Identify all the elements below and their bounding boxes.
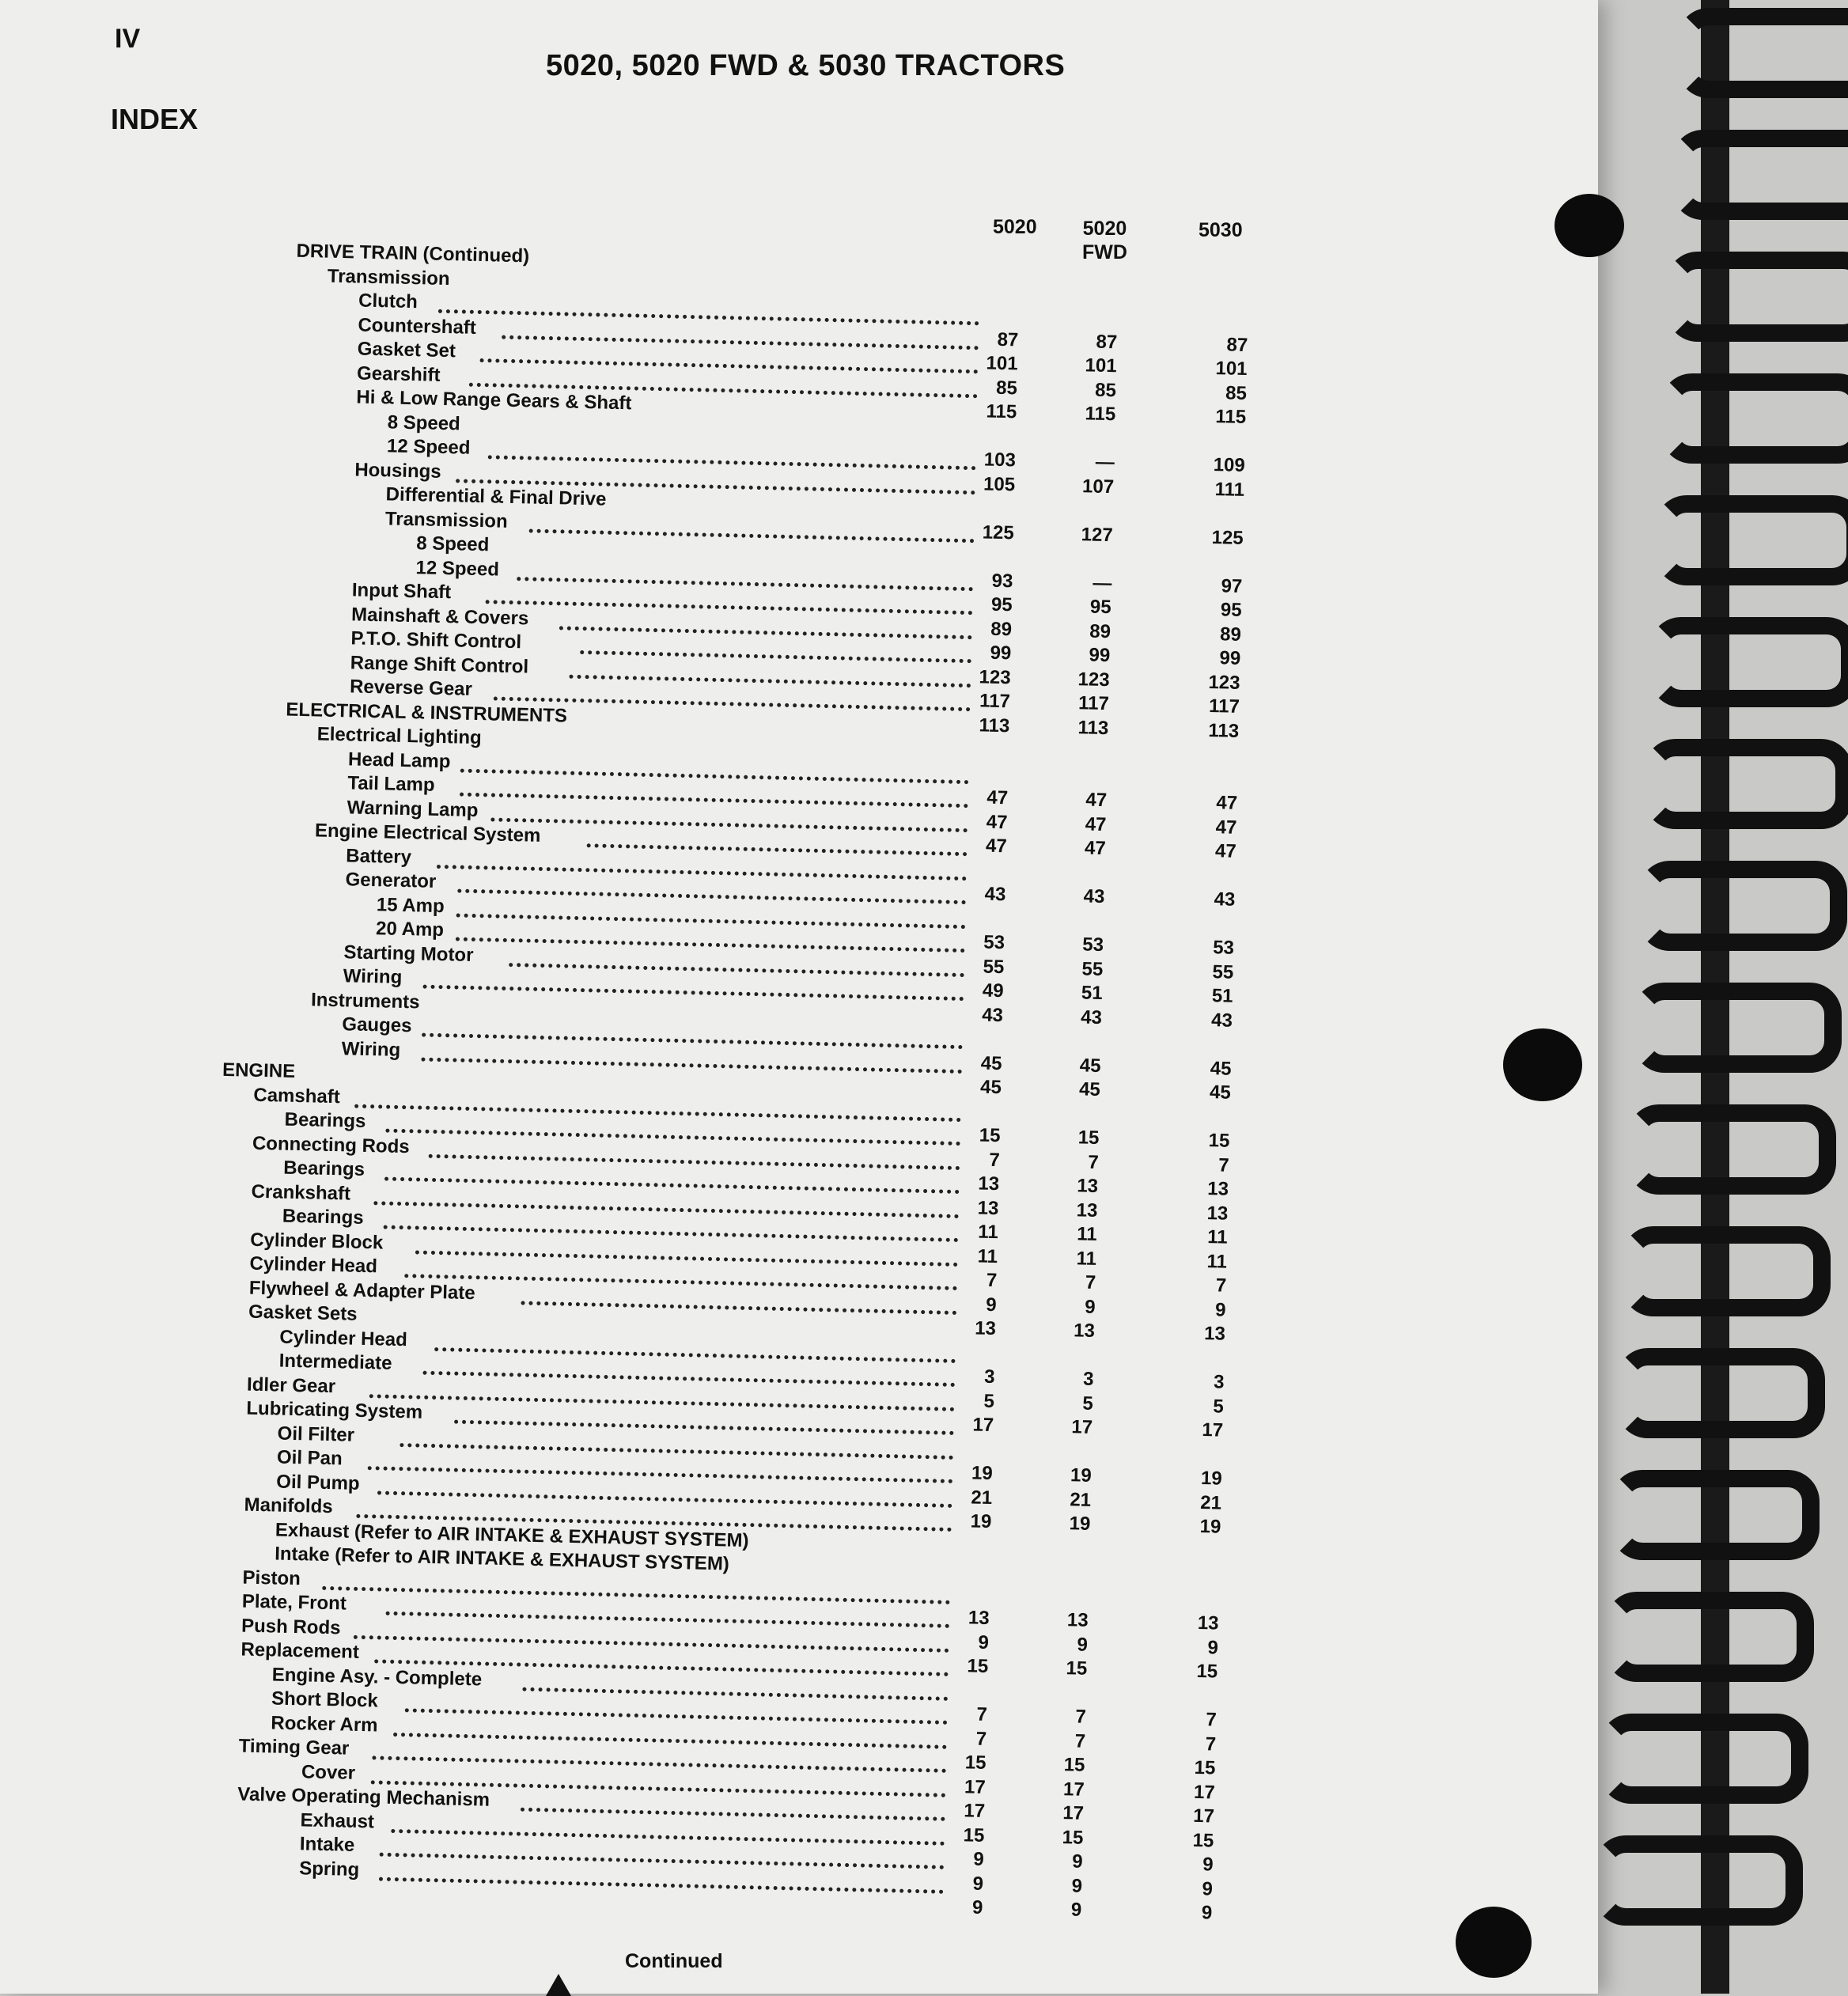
page-ref-5020: 9 <box>972 1873 984 1895</box>
continued-footer: Continued <box>625 1950 723 1972</box>
page-ref-5020: 19 <box>971 1462 994 1485</box>
index-entry-label: DRIVE TRAIN (Continued) <box>296 240 530 267</box>
page-ref-5030: 47 <box>1216 792 1238 814</box>
index-entry-label: Transmission <box>327 265 450 290</box>
index-entry-label: Battery <box>346 844 412 868</box>
index-entry-label: Bearings <box>282 1205 364 1229</box>
page-ref-5020-fwd: 21 <box>1070 1488 1092 1511</box>
page-ref-5030: 15 <box>1194 1756 1216 1779</box>
page-ref-5030: 13 <box>1207 1178 1229 1200</box>
index-entry-label: Valve Operating Mechanism <box>237 1783 490 1811</box>
index-entry-label: Gauges <box>342 1013 412 1037</box>
page-ref-5020-fwd: 17 <box>1071 1416 1093 1438</box>
index-entry-label: Reverse Gear <box>349 676 473 700</box>
page-ref-5030: 117 <box>1208 695 1240 718</box>
page-ref-5030: 47 <box>1215 816 1237 839</box>
page-ref-5020: 95 <box>990 593 1013 616</box>
index-entry-label: Gasket Set <box>357 338 456 362</box>
binding-ring <box>1644 739 1848 829</box>
index-entry-label: Oil Pump <box>276 1471 360 1494</box>
index-entry-label: Instruments <box>310 988 420 1013</box>
page-ref-5030 <box>1164 1588 1220 1589</box>
page-ref-5020: 45 <box>980 1052 1002 1074</box>
page-ref-5020 <box>961 424 1017 426</box>
index-entry-label: Oil Filter <box>277 1422 355 1446</box>
page-ref-5030: 125 <box>1211 526 1244 549</box>
page-ref-5020 <box>964 279 1020 281</box>
punch-hole <box>1456 1907 1532 1978</box>
page-ref-5030: 7 <box>1206 1709 1217 1731</box>
page-ref-5030: 9 <box>1202 1854 1214 1876</box>
page-ref-5030 <box>1189 502 1244 503</box>
page-ref-5030: 7 <box>1215 1274 1227 1297</box>
page-ref-5020-fwd: 9 <box>1070 1899 1082 1921</box>
page-ref-5020-fwd <box>1037 1440 1093 1441</box>
index-entry-label: Connecting Rods <box>252 1132 410 1157</box>
page-ref-5030: 51 <box>1211 985 1233 1007</box>
page-ref-5020-fwd <box>1058 499 1114 501</box>
page-ref-5020-fwd: 55 <box>1081 957 1104 980</box>
index-entry-label: Gearshift <box>356 362 441 386</box>
binding-ring <box>1649 617 1848 707</box>
page-ref-5020-fwd: 15 <box>1062 1826 1084 1849</box>
page-ref-5030: 101 <box>1215 358 1248 381</box>
index-entry-label: Push Rods <box>240 1615 341 1638</box>
index-entry-label: Countershaft <box>358 313 477 339</box>
page-ref-5020-fwd: 19 <box>1069 1513 1091 1535</box>
index-entry-label: Mainshaft & Covers <box>350 603 529 629</box>
page-ref-5020: 9 <box>978 1631 990 1653</box>
page-ref-5020: 17 <box>964 1800 986 1822</box>
page-ref-5020: 17 <box>972 1414 994 1437</box>
index-entry-label: Intake <box>299 1833 355 1856</box>
page-ref-5020: 125 <box>982 521 1015 544</box>
binding-ring <box>1672 130 1848 220</box>
page-ref-5020: 21 <box>971 1486 993 1509</box>
index-entry-label: 8 Speed <box>387 411 461 434</box>
page-ref-5030 <box>1168 1443 1223 1445</box>
page-ref-5020 <box>960 497 1015 498</box>
page-ref-5030 <box>1177 1032 1233 1034</box>
page-ref-5030: 7 <box>1205 1733 1217 1755</box>
index-entry-label: Exhaust (Refer to AIR INTAKE & EXHAUST SYSTEM) <box>275 1519 749 1551</box>
index-entry-label: 20 Amp <box>375 918 445 941</box>
page-ref-5030: 21 <box>1200 1491 1222 1514</box>
index-entry-label: Cylinder Block <box>249 1229 384 1254</box>
page-ref-5020-fwd <box>1057 547 1112 549</box>
page-ref-5020: 9 <box>985 1293 997 1316</box>
page-ref-5030 <box>1195 260 1250 262</box>
index-entry-label: Housings <box>354 458 442 483</box>
page-ref-5020-fwd: 15 <box>1077 1127 1100 1149</box>
index-entry-label: P.T.O. Shift Control <box>350 627 522 653</box>
page-ref-5030: 45 <box>1209 1081 1232 1104</box>
page-ref-5020-fwd: 13 <box>1066 1609 1089 1631</box>
page-ref-5020-fwd: 9 <box>1072 1850 1083 1873</box>
page-ref-5020-fwd: 87 <box>1096 331 1118 353</box>
punch-hole <box>1555 194 1624 257</box>
column-header-5020-fwd-line1: 5020 <box>1082 218 1127 240</box>
page-ref-5030: 9 <box>1214 1298 1226 1321</box>
index-entry-label: Crankshaft <box>251 1180 351 1205</box>
page-ref-5030: 13 <box>1206 1202 1229 1225</box>
page-ref-5030: 113 <box>1208 719 1240 742</box>
page-ref-5030: 7 <box>1218 1153 1230 1176</box>
page-ref-5020: 113 <box>979 714 1010 737</box>
page-ref-5030: 3 <box>1213 1371 1225 1393</box>
page-ref-5030: 15 <box>1192 1829 1214 1852</box>
index-entry-label: Tail Lamp <box>347 772 435 796</box>
index-entry-label: Engine Electrical System <box>314 820 541 847</box>
binding-ring <box>1600 1714 1808 1804</box>
page-ref-5030: 53 <box>1212 937 1235 959</box>
index-entry-label: Input Shaft <box>351 579 452 604</box>
column-header-5030-text: 5030 <box>1199 219 1243 241</box>
page-ref-5020-fwd <box>1047 1029 1102 1031</box>
page-ref-5020: 7 <box>976 1703 988 1725</box>
page-ref-5020: 45 <box>979 1076 1002 1099</box>
binding-ring <box>1655 495 1848 585</box>
index-entry-label: Bearings <box>283 1157 365 1180</box>
page-ref-5020-fwd <box>1063 282 1119 283</box>
page-ref-5020-fwd <box>1050 861 1105 862</box>
binding-ring <box>1605 1592 1814 1682</box>
binding-ring <box>1594 1835 1803 1926</box>
page-ref-5020 <box>936 1534 991 1536</box>
page-ref-5020: 7 <box>989 1149 1001 1171</box>
page-ref-5030: 17 <box>1193 1781 1216 1804</box>
index-entry-label: Electrical Lighting <box>316 723 483 749</box>
page-ref-5020: 13 <box>978 1172 1000 1195</box>
index-entry-label: 12 Speed <box>386 435 471 459</box>
page-ref-5030: 17 <box>1193 1805 1215 1827</box>
page-ref-5020: 43 <box>984 883 1006 906</box>
index-entry-label: Bearings <box>284 1108 366 1132</box>
binding-ring <box>1666 252 1848 342</box>
page-ref-5020-fwd <box>1032 1681 1087 1683</box>
page-ref-5030: 11 <box>1206 1226 1228 1248</box>
page-ref-5020-fwd: 43 <box>1080 1006 1103 1028</box>
page-ref-5030: 115 <box>1215 406 1247 428</box>
page-ref-5020-fwd: 15 <box>1066 1657 1088 1680</box>
page-ref-5020-fwd: 7 <box>1085 1271 1096 1293</box>
index-entry-label: Flywheel & Adapter Plate <box>248 1277 475 1304</box>
page-ref-5020: 9 <box>971 1896 983 1918</box>
page-ref-5020-fwd <box>1053 740 1108 742</box>
page-ref-5020-fwd: 117 <box>1077 692 1110 715</box>
index-entry-label: Hi & Low Range Gears & Shaft <box>356 386 632 415</box>
index-entry-label: Gasket Sets <box>248 1301 358 1325</box>
page-ref-5030: 95 <box>1220 599 1242 621</box>
column-header-5020-text: 5020 <box>993 216 1037 238</box>
triangle-mark-icon <box>546 1974 571 1996</box>
index-entry-label: Replacement <box>240 1638 360 1663</box>
page-ref-5020-fwd: 5 <box>1082 1392 1094 1415</box>
index-entry-label: Engine Asy. - Complete <box>271 1663 483 1690</box>
page-ref-5030: 19 <box>1200 1468 1223 1490</box>
page-ref-5020-fwd: 19 <box>1070 1464 1093 1487</box>
index-entry-label: Generator <box>345 869 437 892</box>
page-ref-5020-fwd: 115 <box>1085 403 1116 426</box>
index-entry-label: ELECTRICAL & INSTRUMENTS <box>286 699 568 727</box>
page-ref-5020-fwd: 13 <box>1077 1175 1099 1197</box>
page-title: 5020, 5020 FWD & 5030 TRACTORS <box>546 49 1066 82</box>
page-ref-5020-fwd <box>1049 909 1104 911</box>
page-ref-5030: 99 <box>1219 647 1241 669</box>
page-ref-5020: 101 <box>986 352 1018 375</box>
page-ref-5020-fwd: 53 <box>1081 934 1104 956</box>
page-ref-5020 <box>935 1558 990 1559</box>
page-ref-5020: 11 <box>977 1245 998 1267</box>
index-entry-label: Range Shift Control <box>350 651 529 677</box>
page-ref-5020: 47 <box>985 835 1008 858</box>
page-ref-5030: 43 <box>1210 1009 1233 1032</box>
page-ref-5030 <box>1165 1540 1221 1541</box>
page-ref-5020: 47 <box>986 786 1009 809</box>
page-ref-5020-fwd: 123 <box>1077 668 1110 691</box>
index-entry-label: Wiring <box>343 965 403 988</box>
punch-hole <box>1503 1028 1582 1101</box>
page-ref-5030: 17 <box>1202 1419 1224 1441</box>
page-ref-5020-fwd: 9 <box>1071 1874 1083 1897</box>
page-ref-5020: 53 <box>983 931 1005 954</box>
page-ref-5030: 5 <box>1213 1395 1225 1418</box>
page-ref-5020: 19 <box>970 1510 992 1533</box>
index-entry-label: Clutch <box>358 290 418 313</box>
page-ref-5020: 5 <box>983 1390 995 1412</box>
page-ref-5020: 99 <box>990 642 1012 665</box>
page-ref-5020-fwd <box>1062 306 1118 308</box>
page-ref-5020-fwd <box>1064 258 1119 259</box>
index-entry-label: 8 Speed <box>415 532 490 556</box>
index-entry-label: Cylinder Head <box>279 1326 408 1350</box>
page-ref-5020-fwd: 43 <box>1083 885 1105 908</box>
binding-ring <box>1633 983 1842 1073</box>
page-ref-5020: 15 <box>979 1124 1001 1147</box>
binding-ring <box>1611 1470 1820 1560</box>
page-ref-5020-fwd: 17 <box>1062 1802 1085 1824</box>
index-entry-label: Oil Pan <box>276 1446 343 1470</box>
page-ref-5020: 15 <box>963 1824 985 1846</box>
index-entry-label: Cylinder Head <box>249 1252 378 1278</box>
page-ref-5030: 55 <box>1212 960 1234 983</box>
page-ref-5020 <box>965 256 1021 257</box>
page-ref-5030: 85 <box>1225 381 1248 404</box>
page-ref-5020: 11 <box>978 1221 999 1244</box>
page-ref-5030: 45 <box>1210 1057 1232 1080</box>
page-ref-5030 <box>1164 1563 1220 1565</box>
page-ref-5020-fwd: 101 <box>1085 354 1117 377</box>
page-ref-5020-fwd <box>1034 1585 1089 1586</box>
index-entry-label: Cover <box>301 1760 356 1784</box>
page-ref-5030 <box>1187 550 1243 551</box>
page-ref-5030: 97 <box>1221 574 1243 597</box>
page-ref-5020: 123 <box>979 665 1011 688</box>
index-entry-label: 12 Speed <box>415 556 500 581</box>
page-ref-5030 <box>1170 1346 1225 1348</box>
page-ref-5020: 7 <box>986 1269 998 1292</box>
page-ref-5020-fwd: 95 <box>1089 596 1111 619</box>
page-ref-5020-fwd: 45 <box>1079 1054 1101 1077</box>
page-ref-5030 <box>1191 430 1246 431</box>
index-entry-label: Exhaust <box>300 1809 375 1832</box>
page-ref-5020-fwd: 17 <box>1062 1778 1085 1801</box>
page-ref-5020: 3 <box>983 1365 995 1388</box>
page-ref-5030: 13 <box>1197 1612 1219 1634</box>
page-ref-5020: 15 <box>967 1655 989 1677</box>
page-ref-5020-fwd: 7 <box>1074 1730 1086 1752</box>
page-ref-5020: 49 <box>982 979 1004 1002</box>
page-ref-5020-fwd: 47 <box>1085 789 1108 812</box>
page-ref-5020-fwd: 9 <box>1077 1634 1089 1656</box>
binding-ring <box>1616 1348 1825 1438</box>
page-ref-5020 <box>954 738 1009 740</box>
page-ref-5030: 19 <box>1199 1516 1221 1538</box>
page-ref-5020-fwd: 113 <box>1077 716 1109 739</box>
page-ref-5030: 47 <box>1214 840 1237 862</box>
page-ref-5020-fwd <box>1060 426 1115 428</box>
page-ref-5020: 115 <box>986 400 1017 423</box>
binding-ring <box>1638 861 1847 951</box>
page-ref-5020-fwd <box>1044 1102 1100 1104</box>
page-ref-5020-fwd: 107 <box>1081 475 1115 498</box>
page-ref-5020: 47 <box>986 811 1008 833</box>
index-entry-label: ENGINE <box>222 1059 296 1082</box>
page-ref-5020: 17 <box>964 1775 986 1798</box>
page-ref-5020-fwd <box>1040 1343 1095 1345</box>
index-entry-label: Warning Lamp <box>346 796 479 821</box>
binding-ring <box>1677 8 1848 98</box>
page-ref-5030: 11 <box>1206 1250 1228 1273</box>
index-entry-label: Lubricating System <box>246 1397 423 1423</box>
index-entry-label: Starting Motor <box>343 941 474 966</box>
page-ref-5020: 13 <box>977 1197 999 1219</box>
binding-ring <box>1622 1226 1831 1316</box>
page-ref-5020-fwd: 13 <box>1076 1199 1098 1221</box>
index-entry-label: Intermediate <box>278 1350 392 1374</box>
page-ref-5020-fwd: 3 <box>1082 1368 1094 1390</box>
page-ref-5020-fwd <box>1035 1536 1090 1538</box>
page-ref-5030 <box>1183 743 1239 744</box>
page-ref-5030 <box>1193 309 1248 310</box>
page-ref-5030: 9 <box>1201 1902 1213 1924</box>
page-ref-5020-fwd: 15 <box>1063 1754 1085 1776</box>
page-ref-5020: 9 <box>973 1848 985 1870</box>
page-ref-5030: 109 <box>1213 454 1246 476</box>
page-ref-5020-fwd: 9 <box>1084 1296 1096 1318</box>
page-ref-5030: 9 <box>1202 1877 1214 1900</box>
page-ref-5020-fwd: 11 <box>1076 1247 1097 1270</box>
page-ref-5020-fwd: 47 <box>1085 813 1107 835</box>
page-ref-5030: 15 <box>1208 1130 1230 1152</box>
index-entry-label: Differential & Final Drive <box>385 483 607 510</box>
page-ref-5030 <box>1183 767 1238 769</box>
page-ref-5020-fwd: 51 <box>1081 982 1103 1005</box>
index-entry-label: Piston <box>242 1566 301 1589</box>
page-ref-5030 <box>1180 912 1235 914</box>
section-heading: INDEX <box>111 103 199 135</box>
page-ref-5020-fwd: 7 <box>1088 1151 1100 1173</box>
page-ref-5030: 13 <box>1203 1323 1226 1345</box>
page-ref-5020: 103 <box>983 449 1017 472</box>
column-header-5020 <box>993 215 1037 239</box>
page-ref-5030 <box>1162 1684 1217 1685</box>
page-ref-5020-fwd: 85 <box>1094 379 1117 401</box>
binding-ring <box>1661 373 1848 464</box>
page-ref-5030: 89 <box>1219 623 1242 646</box>
index-entry-label: Short Block <box>271 1687 379 1712</box>
page-ref-5020-fwd <box>1034 1560 1089 1562</box>
page-ref-5020: 15 <box>964 1752 986 1774</box>
page-ref-5020-fwd: — <box>1093 572 1112 594</box>
index-entry-label: Idler Gear <box>246 1373 336 1397</box>
page-ref-5020-fwd: 47 <box>1084 837 1107 860</box>
page-ref-5030 <box>1180 864 1236 865</box>
page-ref-5020-fwd: 13 <box>1073 1320 1096 1342</box>
page-ref-5020: 43 <box>981 1004 1004 1026</box>
page-ref-5030: 43 <box>1214 888 1236 911</box>
page-number: IV <box>115 24 141 54</box>
index-entry-label: Head Lamp <box>347 748 451 772</box>
index-entry-label: Transmission <box>384 507 508 532</box>
index-entry-label: Intake (Refer to AIR INTAKE & EXHAUST SYSTEM) <box>274 1543 730 1575</box>
page-ref-5030: 123 <box>1208 671 1240 694</box>
page-ref-5020 <box>958 545 1013 547</box>
index-entry-label: Wiring <box>341 1037 401 1061</box>
index-entry-label: Manifolds <box>244 1494 333 1518</box>
page-ref-5020: 87 <box>997 328 1019 350</box>
page-ref-5020-fwd <box>1052 764 1108 766</box>
page-ref-5030: 9 <box>1207 1636 1219 1659</box>
column-header-5030 <box>1199 218 1243 242</box>
page-ref-5020: 13 <box>974 1317 997 1340</box>
page-ref-5020: 55 <box>983 956 1005 978</box>
page-ref-5020: 13 <box>968 1607 990 1630</box>
page-ref-5020-fwd: 89 <box>1089 620 1111 642</box>
index-entry-label: Plate, Front <box>241 1590 347 1615</box>
page-ref-5030 <box>1194 285 1249 286</box>
page-ref-5020: 89 <box>990 618 1013 640</box>
page-ref-5020: 7 <box>975 1728 987 1750</box>
index-entry-label: Rocker Arm <box>271 1711 378 1737</box>
column-header-5020-fwd-line2: FWD <box>1082 241 1127 263</box>
page-ref-5020: 117 <box>979 690 1011 713</box>
index-entry-label: Timing Gear <box>238 1735 350 1759</box>
page-ref-5030 <box>1175 1105 1230 1107</box>
page-ref-5030: 15 <box>1196 1660 1218 1683</box>
page-ref-5020-fwd: — <box>1095 451 1115 474</box>
page-ref-5030: 111 <box>1214 478 1245 501</box>
page-ref-5020: 93 <box>991 570 1013 592</box>
page-ref-5020-fwd: 99 <box>1089 644 1111 667</box>
page-ref-5020-fwd: 45 <box>1078 1078 1101 1101</box>
binding-ring <box>1627 1104 1836 1195</box>
index-list <box>0 232 1313 1926</box>
page-ref-5020: 85 <box>995 377 1018 399</box>
index-entry-label: Spring <box>298 1857 360 1880</box>
page-ref-5030: 87 <box>1226 333 1248 356</box>
index-entry-label: Camshaft <box>253 1084 341 1108</box>
page-ref-5020-fwd: 7 <box>1075 1706 1087 1728</box>
page-ref-5020: 105 <box>983 472 1016 495</box>
page-ref-5020-fwd: 11 <box>1077 1223 1097 1245</box>
page-ref-5020-fwd: 127 <box>1081 523 1114 546</box>
index-entry-label: 15 Amp <box>376 893 445 917</box>
